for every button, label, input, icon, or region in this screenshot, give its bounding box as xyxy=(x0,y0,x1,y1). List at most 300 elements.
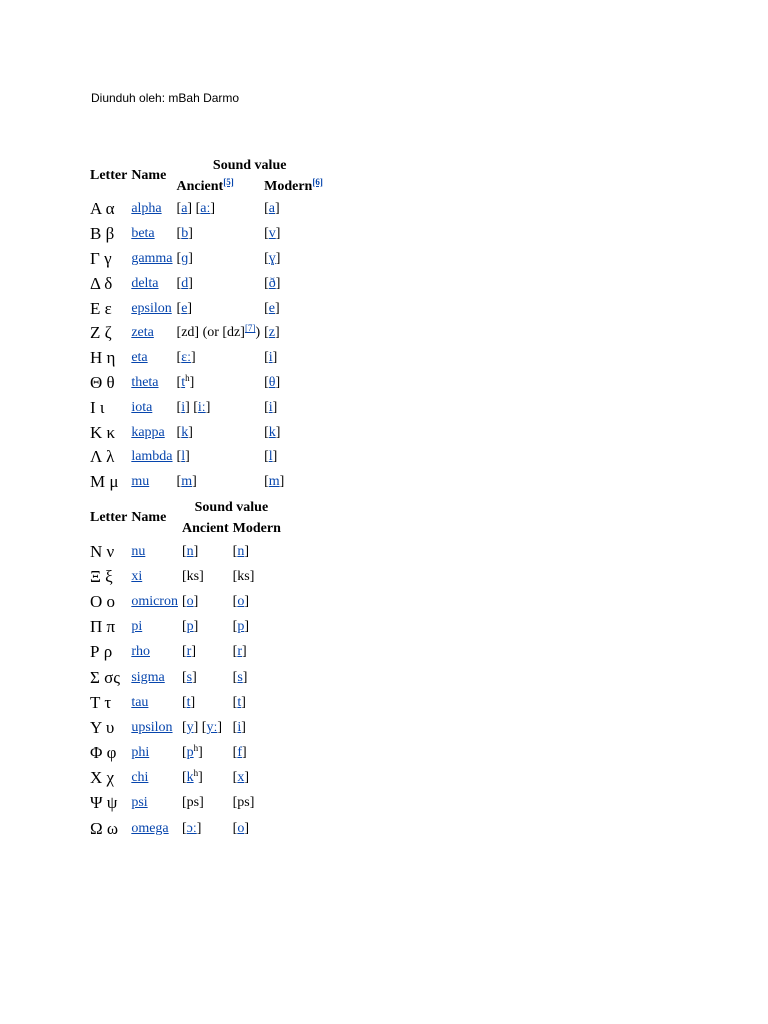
table-row xyxy=(88,445,325,470)
ipa-link[interactable]: m xyxy=(181,474,193,490)
table-row xyxy=(88,371,325,396)
ancient-sound-value xyxy=(175,470,263,495)
letter-name-link[interactable]: upsilon xyxy=(131,719,173,735)
letter-name-link[interactable]: chi xyxy=(131,770,149,786)
header-name: Name xyxy=(131,510,167,525)
ancient-sound-value xyxy=(175,247,263,272)
ipa-bracket: ] xyxy=(191,644,196,660)
ipa-bracket: [ xyxy=(176,300,182,316)
ipa-bracket: ] xyxy=(187,300,193,316)
header-ancient: Ancient xyxy=(181,520,229,536)
ipa-bracket: [ xyxy=(181,619,187,635)
ipa-bracket: [ xyxy=(264,350,269,366)
table-body xyxy=(88,197,325,495)
letter-name-link[interactable]: epsilon xyxy=(131,300,172,316)
ipa-link[interactable]: t xyxy=(186,694,191,710)
ipa-link[interactable]: k xyxy=(268,424,276,440)
ipa-bracket: [ xyxy=(264,300,269,316)
ipa-bracket: [ xyxy=(176,201,182,217)
ipa-link[interactable]: p xyxy=(186,745,194,761)
ipa-bracket: ] xyxy=(192,669,197,685)
table-row xyxy=(88,296,325,321)
ipa-bracket: ] xyxy=(272,350,278,366)
ipa-bracket: ] xyxy=(241,644,247,660)
ipa-bracket: ] xyxy=(241,694,246,710)
modern-sound-value xyxy=(262,420,325,445)
ipa-link[interactable]: o xyxy=(237,593,245,609)
ipa-bracket: ] [ xyxy=(185,399,198,415)
greek-letter: Ι ι xyxy=(90,397,105,417)
table-row xyxy=(88,665,283,690)
ipa-bracket: [ xyxy=(181,644,187,660)
ipa-bracket: [ xyxy=(181,593,187,609)
ipa-link[interactable]: ɡ xyxy=(181,250,189,266)
letter-name-link[interactable]: iota xyxy=(131,399,153,415)
ipa-bracket: ] xyxy=(275,325,280,341)
greek-letter: Α α xyxy=(90,199,115,219)
ipa-bracket: ) xyxy=(255,325,261,341)
ipa-link[interactable]: ɣ xyxy=(268,250,276,266)
ipa-bracket: ] xyxy=(198,745,203,761)
ipa-bracket: ] xyxy=(241,745,247,761)
greek-letter: Ρ ρ xyxy=(90,642,113,662)
modern-sound-value xyxy=(231,665,283,690)
letter-name-link[interactable]: psi xyxy=(131,795,148,811)
letter-name-cell xyxy=(129,346,174,371)
table-row xyxy=(88,615,283,640)
table-row xyxy=(88,420,325,445)
ipa-bracket: ] xyxy=(275,424,281,440)
ipa-link[interactable]: i xyxy=(268,399,273,415)
ipa-link[interactable]: a xyxy=(181,201,188,217)
greek-letter: Ν ν xyxy=(90,541,115,561)
ipa-bracket: ] xyxy=(244,820,249,836)
ipa-bracket: ] xyxy=(198,770,203,786)
letter-name-cell xyxy=(129,816,180,841)
ipa-bracket: ] xyxy=(188,275,193,291)
ipa-bracket: ] [ xyxy=(193,719,207,735)
table-row xyxy=(88,222,325,247)
letter-name-link[interactable]: beta xyxy=(131,226,155,242)
letter-name-cell xyxy=(129,420,174,445)
ipa-bracket: ] xyxy=(192,474,197,490)
letter-name-link[interactable]: zeta xyxy=(131,325,154,341)
ancient-sound-value xyxy=(180,766,231,791)
ipa-bracket: ] xyxy=(189,374,195,390)
modern-sound-value xyxy=(231,816,283,841)
letter-name-link[interactable]: kappa xyxy=(131,424,165,440)
ipa-link[interactable]: o xyxy=(186,593,194,609)
modern-sound-value xyxy=(231,766,283,791)
table-row xyxy=(88,766,283,791)
letter-name-link[interactable]: alpha xyxy=(131,201,162,217)
ipa-bracket: [ xyxy=(264,399,269,415)
greek-letter: Ξ ξ xyxy=(90,566,113,586)
letter-name-cell xyxy=(129,589,180,614)
letter-name-cell xyxy=(129,615,180,640)
ipa-bracket: [ xyxy=(176,374,182,390)
greek-alphabet-table-alpha-to-mu xyxy=(88,155,325,495)
ipa-bracket: ] xyxy=(188,250,193,266)
letter-name-link[interactable]: mu xyxy=(131,474,150,490)
ipa-bracket: ] xyxy=(275,226,281,242)
ipa-bracket: ] xyxy=(244,770,249,786)
ipa-bracket: [ xyxy=(264,226,269,242)
greek-letter: Η η xyxy=(90,348,116,368)
greek-letter: Τ τ xyxy=(90,692,112,712)
ipa-bracket: ] xyxy=(188,424,193,440)
ipa-bracket: ] [ xyxy=(187,201,201,217)
greek-letter: Υ υ xyxy=(90,717,115,737)
letter-name-link[interactable]: tau xyxy=(131,694,149,710)
aspiration-mark: h xyxy=(185,372,190,383)
modern-sound-value xyxy=(262,371,325,396)
ipa-bracket: [ xyxy=(176,424,182,440)
letter-name-cell xyxy=(129,791,180,816)
ipa-bracket: ] xyxy=(275,275,281,291)
letter-name-link[interactable]: xi xyxy=(131,568,143,584)
table-row xyxy=(88,564,283,589)
ipa-bracket: ] xyxy=(275,201,280,217)
modern-sound-value xyxy=(262,222,325,247)
modern-sound-value xyxy=(231,791,283,816)
ipa-bracket: [ xyxy=(264,250,269,266)
ipa-link[interactable]: k xyxy=(186,770,194,786)
ipa-bracket: [ xyxy=(176,350,182,366)
ipa-bracket: [ xyxy=(181,694,187,710)
letter-name-cell xyxy=(129,445,174,470)
greek-letter: Ψ ψ xyxy=(90,793,118,813)
table-row xyxy=(88,539,283,564)
modern-sound-value xyxy=(262,271,325,296)
ancient-sound-value xyxy=(175,321,263,346)
table-row xyxy=(88,589,283,614)
ancient-sound-value xyxy=(175,296,263,321)
letter-name-link[interactable]: gamma xyxy=(131,250,173,266)
letter-name-link[interactable]: eta xyxy=(131,350,148,366)
ipa-bracket: ] xyxy=(190,350,196,366)
ipa-bracket: ] xyxy=(244,593,249,609)
ipa-bracket: [ xyxy=(232,719,238,735)
ipa-link[interactable]: l xyxy=(268,449,273,465)
letter-name-cell xyxy=(129,665,180,690)
ipa-bracket: ] xyxy=(244,543,249,559)
ipa-link[interactable]: k xyxy=(181,424,189,440)
ipa-link[interactable]: n xyxy=(186,543,194,559)
letter-name-cell xyxy=(129,371,174,396)
ipa-bracket: [ xyxy=(181,669,187,685)
modern-sound-value xyxy=(231,741,283,766)
table-row xyxy=(88,690,283,715)
ancient-sound-value xyxy=(175,445,263,470)
ipa-link[interactable]: x xyxy=(237,770,245,786)
table-row xyxy=(88,247,325,272)
ipa-bracket: ] xyxy=(190,694,196,710)
ipa-link[interactable]: ɛː xyxy=(181,350,191,366)
table-row xyxy=(88,816,283,841)
ipa-bracket: ] xyxy=(272,449,278,465)
ipa-link[interactable]: m xyxy=(268,474,280,490)
letter-name-link[interactable]: pi xyxy=(131,619,143,635)
ancient-sound-value xyxy=(180,615,231,640)
ipa-link[interactable]: n xyxy=(237,543,245,559)
modern-sound-value xyxy=(231,589,283,614)
table-row xyxy=(88,271,325,296)
ipa-link[interactable]: i xyxy=(268,350,273,366)
ipa-link[interactable]: s xyxy=(186,669,193,685)
header-modern: Modern xyxy=(232,520,281,536)
ipa-link[interactable]: s xyxy=(237,669,243,685)
ipa-link[interactable]: f xyxy=(237,745,242,761)
ipa-bracket: [ xyxy=(232,694,238,710)
letter-name-cell xyxy=(129,395,174,420)
modern-sound-value xyxy=(231,539,283,564)
letter-name-cell xyxy=(129,715,180,740)
header-sound-value: Sound value xyxy=(212,157,287,173)
header-letter: Letter xyxy=(90,510,128,525)
greek-letter: Ε ε xyxy=(90,298,112,318)
ipa-bracket: ] xyxy=(193,543,199,559)
modern-sound-value xyxy=(262,197,325,222)
ipa-bracket: [ xyxy=(176,399,182,415)
table-row xyxy=(88,715,283,740)
ipa-bracket: ] xyxy=(272,399,278,415)
ipa-link[interactable]: i xyxy=(237,719,242,735)
ipa-bracket: ] xyxy=(275,300,280,316)
ancient-sound-value xyxy=(180,589,231,614)
ipa-link[interactable]: z xyxy=(268,325,275,341)
ipa-bracket: [ xyxy=(264,201,269,217)
ipa-bracket: ] xyxy=(188,226,193,242)
ancient-sound-value xyxy=(175,222,263,247)
ipa-bracket: [ xyxy=(232,543,238,559)
ancient-sound-value xyxy=(180,715,231,740)
ipa-link[interactable]: d xyxy=(181,275,189,291)
modern-sound-value xyxy=(231,715,283,740)
letter-name-cell xyxy=(129,197,174,222)
ipa-bracket: [ xyxy=(176,449,182,465)
table-row xyxy=(88,395,325,420)
letter-name-cell xyxy=(129,690,180,715)
ipa-bracket: [ xyxy=(181,770,187,786)
letter-name-link[interactable]: lambda xyxy=(131,449,173,465)
letter-name-link[interactable]: sigma xyxy=(131,669,165,685)
letter-name-link[interactable]: omicron xyxy=(131,593,178,609)
header-ancient-label: Ancient xyxy=(176,178,224,194)
ancient-reference-link[interactable]: [5] xyxy=(223,176,234,187)
aspiration-mark: h xyxy=(193,768,199,779)
greek-letter: Γ γ xyxy=(90,248,112,268)
letter-name-cell xyxy=(129,321,174,346)
ipa-link[interactable]: i xyxy=(181,399,186,415)
ipa-link[interactable]: y xyxy=(186,719,194,735)
ipa-link[interactable]: o xyxy=(237,820,245,836)
greek-letter: Π π xyxy=(90,617,116,637)
letter-name-link[interactable]: phi xyxy=(131,745,150,761)
modern-sound-value xyxy=(231,690,283,715)
letter-name-cell xyxy=(129,564,180,589)
ipa-link[interactable]: v xyxy=(268,226,276,242)
ipa-link[interactable]: t xyxy=(237,694,242,710)
ancient-sound-value xyxy=(180,640,231,665)
greek-letter: Ω ω xyxy=(90,818,119,838)
letter-name-link[interactable]: theta xyxy=(131,374,159,390)
header-ancient xyxy=(175,176,263,197)
table-body xyxy=(88,539,283,841)
ipa-bracket: ] xyxy=(217,719,223,735)
ipa-bracket: [ xyxy=(264,474,269,490)
ipa-link[interactable]: t xyxy=(181,374,186,390)
ipa-bracket: [ xyxy=(264,374,269,390)
ipa-bracket: [ xyxy=(181,820,187,836)
greek-letter: Κ κ xyxy=(90,422,116,442)
ipa-link[interactable]: r xyxy=(237,644,242,660)
greek-letter: Δ δ xyxy=(90,273,113,293)
ipa-bracket: [ xyxy=(176,275,182,291)
greek-letter: Ζ ζ xyxy=(90,323,112,343)
ipa-bracket: [zd] (or [dz] xyxy=(176,325,245,341)
greek-letter: Μ μ xyxy=(90,472,119,492)
ipa-bracket: [ps] xyxy=(181,795,204,811)
modern-sound-value xyxy=(231,640,283,665)
modern-sound-value xyxy=(231,564,283,589)
ipa-bracket: ] xyxy=(193,593,199,609)
letter-name-link[interactable]: nu xyxy=(131,543,146,559)
ancient-sound-value xyxy=(180,539,231,564)
ipa-bracket: [ xyxy=(264,325,269,341)
ipa-bracket: [ xyxy=(264,449,269,465)
ipa-link[interactable]: b xyxy=(181,226,189,242)
modern-sound-value xyxy=(231,615,283,640)
ancient-sound-value xyxy=(175,346,263,371)
modern-sound-value xyxy=(262,445,325,470)
ipa-bracket: [ xyxy=(176,250,182,266)
ipa-link[interactable]: yː xyxy=(206,719,218,735)
modern-sound-value xyxy=(262,470,325,495)
ipa-bracket: [ xyxy=(181,745,187,761)
ipa-bracket: ] xyxy=(275,250,281,266)
ipa-link[interactable]: p xyxy=(186,619,194,635)
greek-letter: Φ φ xyxy=(90,743,117,763)
aspiration-mark: h xyxy=(193,743,199,754)
ipa-bracket: ] xyxy=(210,201,216,217)
letter-name-cell xyxy=(129,640,180,665)
ipa-bracket: ] xyxy=(185,449,190,465)
ipa-link[interactable]: r xyxy=(186,644,192,660)
table-row xyxy=(88,640,283,665)
ipa-bracket: [ xyxy=(232,820,238,836)
ipa-link[interactable]: l xyxy=(181,449,186,465)
letter-name-cell xyxy=(129,539,180,564)
ancient-sound-value xyxy=(175,420,263,445)
letter-name-cell xyxy=(129,741,180,766)
modern-sound-value xyxy=(262,321,325,346)
ipa-link[interactable]: e xyxy=(268,300,275,316)
table-row xyxy=(88,321,325,346)
ipa-bracket: ] xyxy=(244,619,249,635)
letter-name-link[interactable]: delta xyxy=(131,275,159,291)
ipa-bracket: ] xyxy=(196,820,202,836)
letter-name-cell xyxy=(129,271,174,296)
ipa-link[interactable]: ð xyxy=(268,275,276,291)
greek-letter: Β β xyxy=(90,224,115,244)
table-row xyxy=(88,346,325,371)
modern-sound-value xyxy=(262,346,325,371)
table-row xyxy=(88,791,283,816)
ipa-bracket: [ps] xyxy=(232,795,255,811)
ipa-bracket: [ xyxy=(232,745,238,761)
letter-name-cell xyxy=(129,247,174,272)
ancient-sound-value xyxy=(175,371,263,396)
header-modern xyxy=(262,176,325,197)
ipa-link[interactable]: aː xyxy=(200,201,211,217)
ipa-bracket: [ xyxy=(232,619,238,635)
ancient-sound-value xyxy=(180,690,231,715)
ipa-bracket: [ xyxy=(181,543,187,559)
greek-letter: Χ χ xyxy=(90,768,115,788)
ancient-sound-value xyxy=(175,197,263,222)
modern-sound-value xyxy=(262,247,325,272)
letter-name-cell xyxy=(129,296,174,321)
header-letter: Letter xyxy=(90,168,128,183)
letter-name-link[interactable]: omega xyxy=(131,820,169,836)
ipa-bracket: ] xyxy=(275,374,281,390)
modern-reference-link[interactable]: [6] xyxy=(312,176,323,187)
ipa-link[interactable]: iː xyxy=(197,399,206,415)
ipa-bracket: [ xyxy=(176,474,182,490)
ipa-bracket: [ xyxy=(232,669,238,685)
ipa-bracket: [ xyxy=(232,644,238,660)
ipa-bracket: [ xyxy=(176,226,182,242)
table-row xyxy=(88,470,325,495)
ipa-link[interactable]: e xyxy=(181,300,188,316)
ipa-link[interactable]: θ xyxy=(268,374,276,390)
header-modern-label: Modern xyxy=(264,178,313,194)
ipa-bracket: ] xyxy=(242,669,248,685)
ancient-sound-value xyxy=(180,741,231,766)
modern-sound-value xyxy=(262,395,325,420)
header-sound-value: Sound value xyxy=(194,499,269,515)
letter-name-link[interactable]: rho xyxy=(131,644,150,660)
ancient-sound-value xyxy=(180,564,231,589)
ancient-sound-value xyxy=(180,816,231,841)
ipa-link[interactable]: a xyxy=(268,201,275,217)
ipa-bracket: [ xyxy=(264,275,269,291)
ancient-sound-value xyxy=(175,395,263,420)
ipa-bracket: ] xyxy=(241,719,246,735)
ancient-sound-value xyxy=(180,665,231,690)
ipa-bracket: ] xyxy=(279,474,285,490)
greek-letter: Σ σς xyxy=(90,667,121,687)
table-row xyxy=(88,741,283,766)
letter-name-cell xyxy=(129,766,180,791)
ipa-bracket: [ks] xyxy=(232,568,255,584)
greek-letter: Θ θ xyxy=(90,372,115,392)
ipa-link[interactable]: ɔː xyxy=(186,820,197,836)
ipa-bracket: [ xyxy=(264,424,269,440)
ipa-bracket: [ xyxy=(232,593,238,609)
ipa-link[interactable]: p xyxy=(237,619,245,635)
ipa-bracket: [ xyxy=(232,770,238,786)
greek-alphabet-table-nu-to-omega xyxy=(88,497,283,841)
greek-letter: Λ λ xyxy=(90,447,115,467)
modern-sound-value xyxy=(262,296,325,321)
ipa-bracket: ] xyxy=(193,619,199,635)
ipa-bracket: ] xyxy=(205,399,211,415)
byline: Diunduh oleh: mBah Darmo xyxy=(91,91,240,105)
greek-letter: Ο ο xyxy=(90,591,116,611)
reference-link[interactable]: [7] xyxy=(244,323,256,334)
